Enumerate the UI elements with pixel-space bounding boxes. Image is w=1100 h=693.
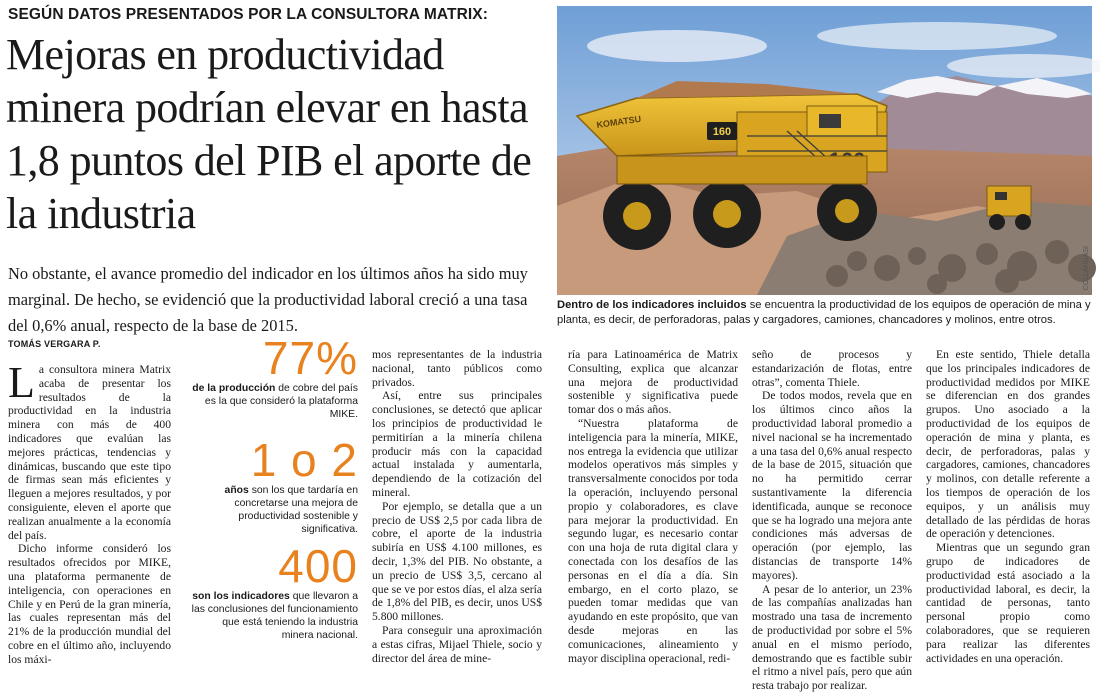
article-kicker: SEGÚN DATOS PRESENTADOS POR LA CONSULTORA MATRIX: [8,6,488,23]
paragraph: seño de procesos y estandarización de flotas, entre otras”, comenta Thiele. [752,348,912,389]
truck-number-label: 160 [712,126,732,138]
article-lead: No obstante, el avance promedio del indicador en los últimos años ha sido muy marginal. De hecho, se evidenció que la productividad laboral creció a una tasa del 0,6% anual, respecto de la base de 2015. [8,264,528,335]
stat-text [188,382,358,421]
body-column-1 [8,358,171,667]
body-column-4 [568,348,738,665]
caption-text: se encuentra la productividad de los equipos de operación de mina y planta, es decir, de perforadoras, palas y cargadores, camiones, chancadores y molinos, entre otros. [557,299,1091,326]
body-column-3 [372,348,542,665]
paragraph: mos representantes de la industria nacional, tanto públicos como privados. [372,348,542,389]
paragraph: Por ejemplo, se detalla que a un precio de US$ 2,5 por cada libra de cobre, el aporte de la industria subiría en US$ 4.100 millones, es decir, 1,3% del PIB. No obstante, a un precio de US$ 3,5, cercano al que se ve por estos días, el alza sería de 1,8% del PIB, es decir, unos US$ 5.800 millones. [372,499,542,624]
photo-illustration [557,6,1092,295]
caption-bold: Dentro de los indicadores incluidos [557,299,747,311]
paragraph: En este sentido, Thiele detalla que los principales indicadores de productividad medidos por MIKE se diferencian en dos grandes grupos. Uno asociado a la productividad de los equipos de operación de mina y planta, es decir, de perforadoras, palas y cargadores, camiones, chancadores y molinos, con detalle referente a los tiempos de operación de los equipos, y un análisis muy detallado de las pérdidas de horas de operación y detenciones. [926,348,1090,541]
paragraph: De todos modos, revela que en los últimos cinco años la productividad laboral promedio a nivel nacional se ha incrementado a una tasa del 0,6% anual respecto de la base de 2015, situación que no ha permitido cerrar sustantivamente la diferencia identificada, aunque se reconoce que se ha logrado una mejora ante condiciones más adversas de operación (por ejemplo, las distancias de transporte 14% mayores). [752,389,912,582]
body-column-5 [752,348,912,693]
paragraph: “Nuestra plataforma de inteligencia para la minería, MIKE, nos entrega la evidencia que utilizar modelos operativos más simples y transversalmente conocidos por toda la operación, incluyendo personal propio y colaboradores, es clave para mejorar la productividad. En segundo lugar, es necesario contar con una hoja de ruta digital clara y conectada con los desafíos de las personas en el día a día. Sin embargo, en el corto plazo, se pueden tomar medidas que van ayudando en este propósito, que van desde mejoras en las comunicaciones, alineamiento y mayor disciplina operacional, redi- [568,416,738,665]
paragraph: Dicho informe consideró los resultados ofrecidos por MIKE, una plataforma permanente de inteligencia, con operaciones en Chile y en Perú de la gran minería, las cuales representan más del 21% de la producción mundial del cobre en el último año, incluyendo los máxi- [8,542,171,666]
truck-brand-label: KOMATSU [595,113,642,130]
body-column-6 [926,348,1090,665]
stat-number: 400 [278,540,358,592]
photo-credit: COLLAHUASI [1083,246,1090,291]
stat-text [188,590,358,642]
stat-block [188,334,358,421]
stat-text-bold: son los indicadores [192,591,290,602]
haul-truck [577,81,887,250]
stat-text-bold: años [224,485,249,496]
stat-block [188,542,358,642]
stat-text-rest: que llevaron a las conclusiones del funcionamiento que está teniendo la industria minera nacional. [191,591,358,641]
paragraph: Mientras que un segundo gran grupo de indicadores de productividad está asociado a la productividad laboral, es decir, la cantidad de personas, tanto personal propio como colaboradores, que se requieren para realizar las diferentes actividades en una operación. [926,541,1090,665]
paragraph: ría para Latinoamérica de Matrix Consulting, explica que alcanzar una mejora de productividad sostenible y significativa puede tomar dos o más años. [568,348,738,417]
dropcap: L [8,358,35,407]
paragraph: Así, entre sus principales conclusiones, se detectó que aplicar los principios de productividad le permitirían a la minería chilena producir más con la capacidad actual instalada y aumentarla, dependiendo de la cotización del mineral. [372,389,542,499]
stat-block [188,436,358,536]
stat-text-bold: de la producción [192,383,276,394]
paragraph-text: a consultora minera Matrix acaba de presentar los resultados de la productividad en la industria minera con más de 400 indicadores que evalúan las mejores prácticas, tendencias y dinámicas, buscando que este tipo de firmas sean más eficientes y lleguen a mejores resultados, y por consiguiente, eleven el aporte que realizan anualmente a la economía del país. [8,363,171,542]
stat-text-rest: de cobre del país es la que consideró la plataforma MIKE. [204,383,358,420]
stat-number: 77% [262,332,358,384]
stat-number: 1 o 2 [250,434,358,486]
stat-text [188,484,358,536]
mining-truck-photo [557,6,1092,295]
stat-text-rest: son los que tardaría en concretarse una mejora de productividad sostenible y significativa. [234,485,358,535]
byline: TOMÁS VERGARA P. [8,339,101,349]
photo-caption [557,298,1092,328]
paragraph: A pesar de lo anterior, un 23% de las compañías analizadas han mostrado una tasa de incremento de productividad por sobre el 5% anual en el mismo período, demostrando que es factible subir el ritmo a nivel país, pero que aún resta trabajo por realizar. [752,582,912,693]
paragraph: Para conseguir una aproximación a estas cifras, Mijael Thiele, socio y director del área de mine- [372,623,542,665]
article-headline: Mejoras en productividad minera podrían elevar en hasta 1,8 puntos del PIB el aporte de la industria [6,30,532,238]
paragraph [8,358,171,542]
